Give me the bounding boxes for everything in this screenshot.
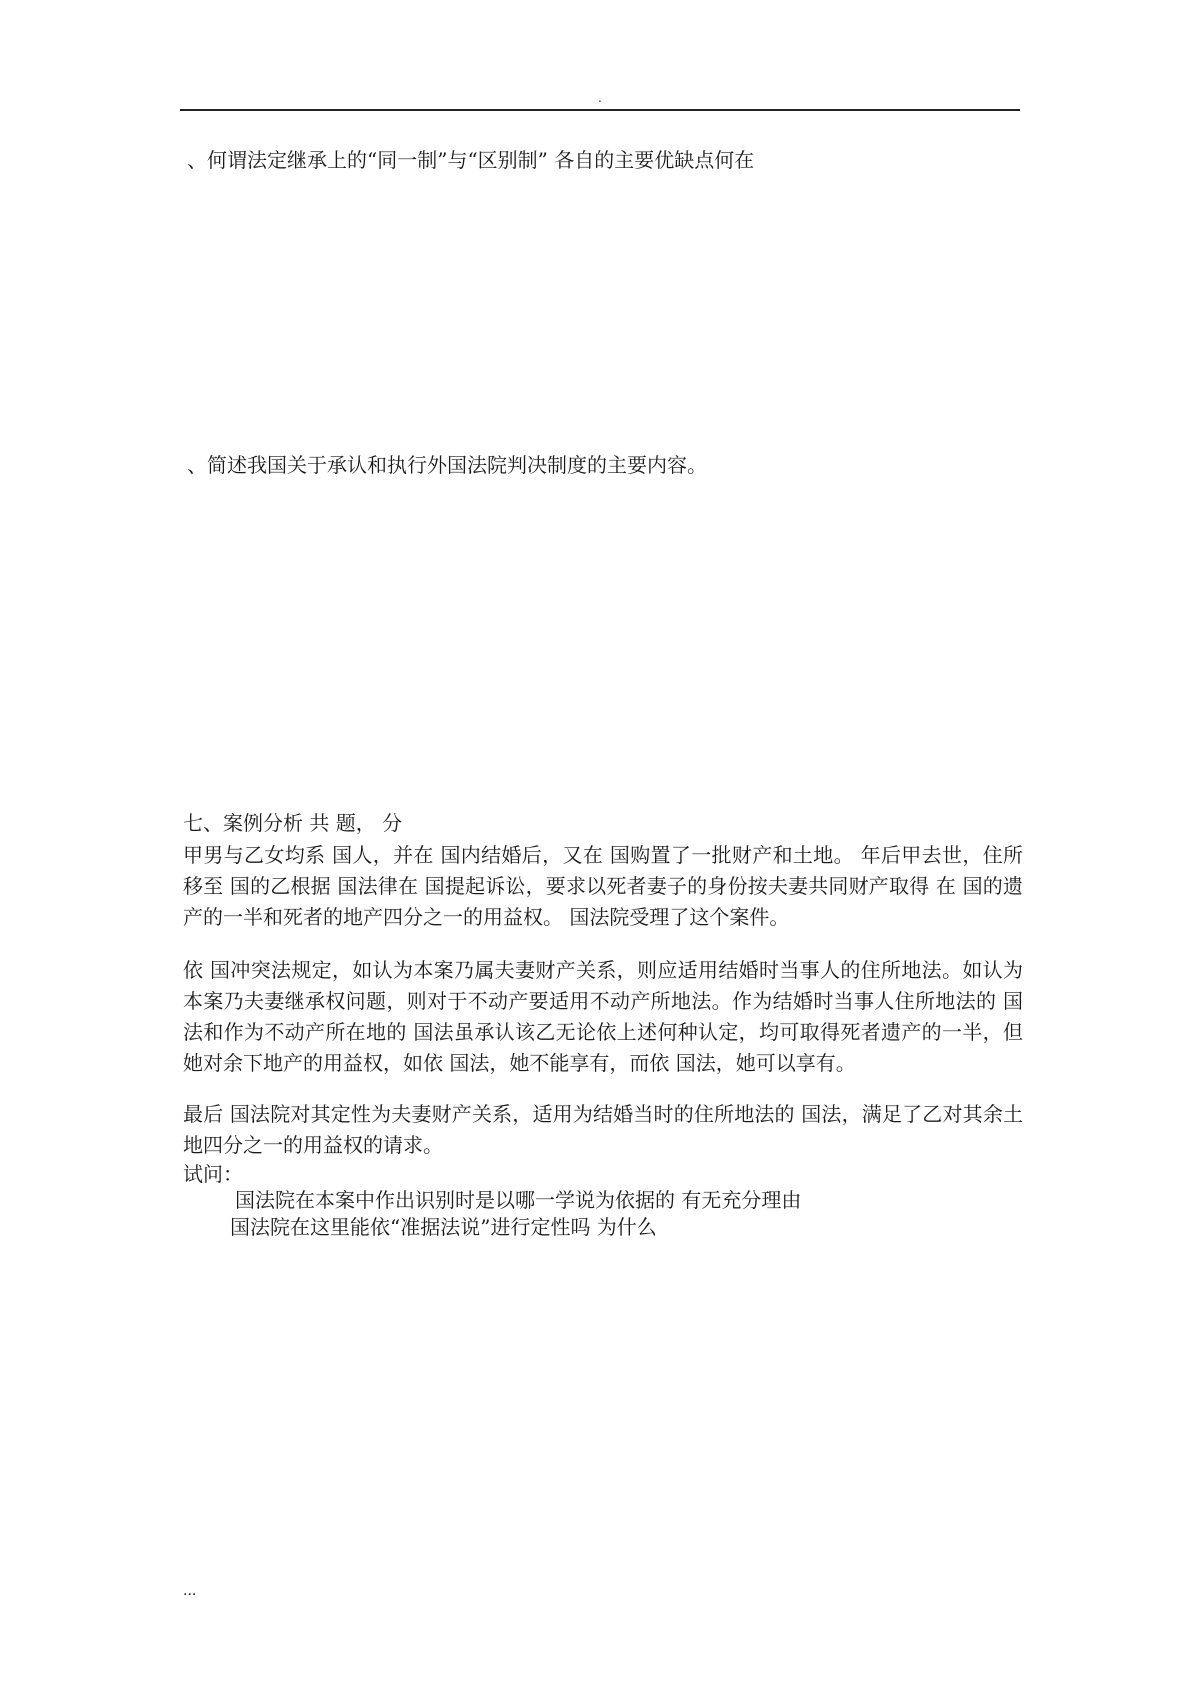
case-paragraph-1: 甲男与乙女均系 国人，并在 国内结婚后，又在 国购置了一批财产和土地。 年后甲去世，住所移至 国的乙根据 国法律在 国提起诉讼，要求以死者妻子的身份按夫妻共同财产取得 在 国的遗产的一半和死者的地产四分之一的用益权。 国法院受理了这个案件。 <box>183 843 1023 929</box>
header-rule <box>180 109 1020 111</box>
header-mark: . <box>598 91 602 105</box>
footer-mark: ... <box>183 1583 197 1599</box>
case-paragraph-3: 最后 国法院对其定性为夫妻财产关系，适用为结婚当时的住所地法的 国法，满足了乙对其余土地四分之一的用益权的请求。 <box>183 1102 1023 1157</box>
ask-label: 试问： <box>183 1162 243 1186</box>
sub-question-1: 国法院在本案中作出识别时是以哪一学说为依据的 有无充分理由 <box>235 1188 802 1212</box>
section-title: 七、案例分析 共 题， 分 <box>183 811 403 835</box>
case-paragraph-2: 依 国冲突法规定，如认为本案乃属夫妻财产关系，则应适用结婚时当事人的住所地法。如认为本案乃夫妻继承权问题，则对于不动产要适用不动产所地法。作为结婚时当事人住所地法的 国法和作为不动产所在地的 国法虽承认该乙无论依上述何种认定，均可取得死者遗产的一半，但她对余下地产的用益权，如依 国法，她不能享有，而依 国法，她可以享有。 <box>183 958 1023 1075</box>
question-2: 、简述我国关于承认和执行外国法院判决制度的主要内容。 <box>187 453 707 477</box>
sub-question-2: 国法院在这里能依“准据法说”进行定性吗 为什么 <box>230 1215 657 1239</box>
question-1: 、何谓法定继承上的“同一制”与“区别制” 各自的主要优缺点何在 <box>187 148 755 172</box>
case-analysis-section <box>183 810 1023 1241</box>
